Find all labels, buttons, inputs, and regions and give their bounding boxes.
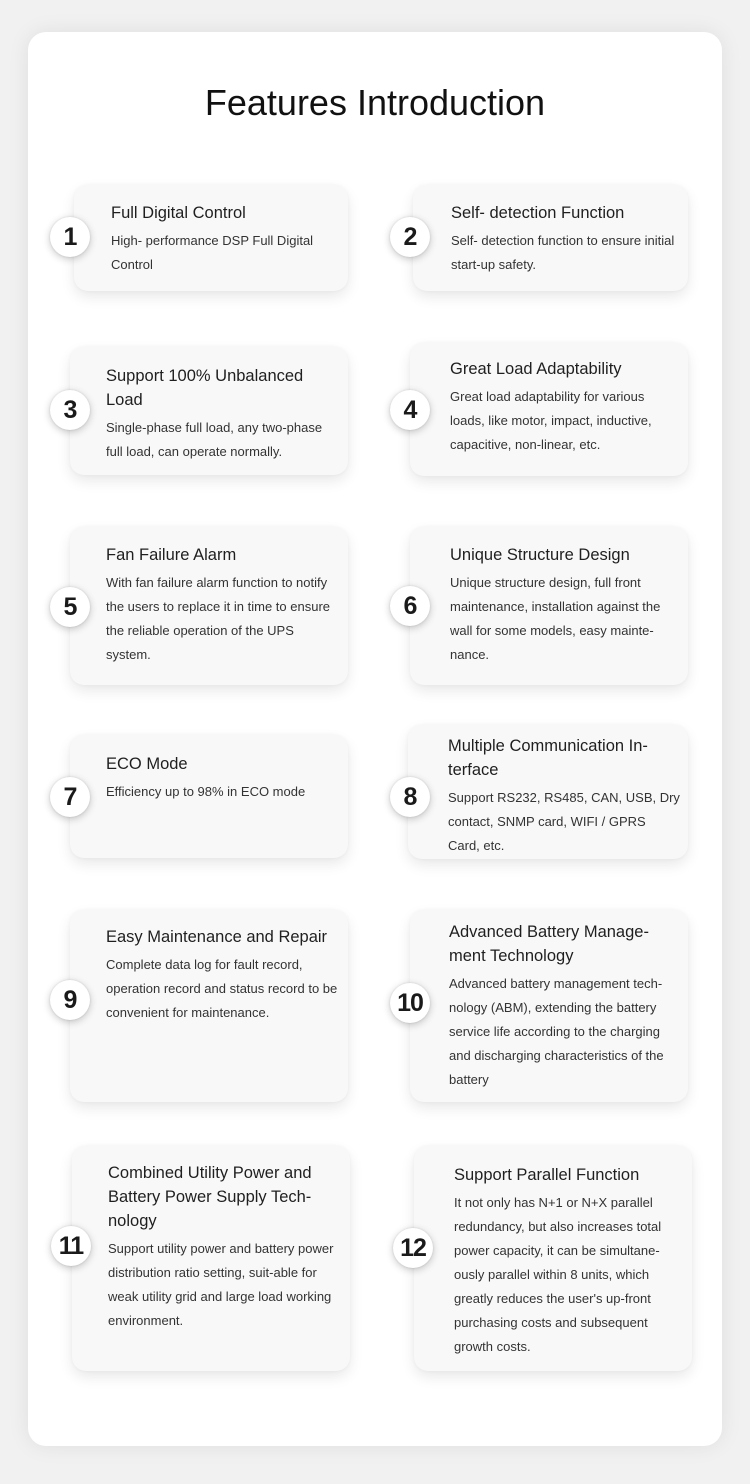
feature-title-4: Great Load Adaptability [450,360,622,378]
feature-number-badge-3: 3 [50,390,90,430]
feature-number-badge-6: 6 [390,586,430,626]
feature-title-12: Support Parallel Function [454,1166,640,1184]
feature-title-1: Full Digital Control [111,204,246,222]
feature-number-badge-2: 2 [390,217,430,257]
feature-description-8: Support RS232, RS485, CAN, USB, Dry contact, SNMP card, WIFI / GPRS Card, etc. [448,790,680,853]
feature-description-10: Advanced battery management tech-nology (ABM), extending the battery service life according to the charging and discharging characteristics of the battery [449,976,664,1087]
feature-number-badge-8: 8 [390,777,430,817]
feature-title-9: Easy Maintenance and Repair [106,928,328,946]
feature-text-7 [106,752,338,804]
feature-text-9 [106,925,338,1025]
feature-title-6: Unique Structure Design [450,546,630,564]
feature-number-badge-7: 7 [50,777,90,817]
feature-description-3: Single-phase full load, any two-phase full load, can operate normally. [106,420,323,459]
feature-number-badge-10: 10 [390,983,430,1023]
feature-text-12 [454,1163,682,1359]
feature-title-3: Support 100% Unbalanced Load [106,367,304,409]
feature-description-5: With fan failure alarm function to notify the users to replace it in time to ensure the reliable operation of the UPS system. [106,575,331,662]
feature-title-5: Fan Failure Alarm [106,546,237,564]
feature-text-2 [451,201,676,277]
feature-description-9: Complete data log for fault record, operation record and status record to be convenient for maintenance. [106,957,338,1020]
feature-number-badge-1: 1 [50,217,90,257]
feature-description-2: Self- detection function to ensure initial start-up safety. [451,233,675,272]
feature-text-4 [450,357,676,457]
page-title: Features Introduction [204,82,546,123]
feature-title-7: ECO Mode [106,755,188,773]
feature-text-10 [449,920,681,1092]
feature-text-11 [108,1161,340,1333]
feature-number-badge-11: 11 [51,1226,91,1266]
feature-description-7: Efficiency up to 98% in ECO mode [106,784,306,799]
feature-description-6: Unique structure design, full front maintenance, installation against the wall for some models, easy mainte-nance. [450,575,661,662]
feature-number-badge-9: 9 [50,980,90,1020]
feature-description-11: Support utility power and battery power distribution ratio setting, suit-able for weak utility grid and large load working environment. [108,1241,334,1328]
feature-text-8 [448,734,680,858]
feature-title-10: Advanced Battery Manage-ment Technology [449,923,649,965]
feature-text-5 [106,543,338,667]
feature-text-3 [106,364,338,464]
feature-title-8: Multiple Communication In-terface [448,737,648,779]
feature-number-badge-5: 5 [50,587,90,627]
feature-title-11: Combined Utility Power and Battery Power Supply Tech-nology [108,1164,312,1230]
feature-text-6 [450,543,676,667]
feature-number-badge-12: 12 [393,1228,433,1268]
feature-description-4: Great load adaptability for various loads, like motor, impact, inductive, capacitive, non-linear, etc. [450,389,652,452]
feature-title-2: Self- detection Function [451,204,625,222]
feature-description-12: It not only has N+1 or N+X parallel redundancy, but also increases total power capacity, it can be simultane-ously parallel within 8 units, which greatly reduces the user's up-front purchasing costs and subsequent growth costs. [454,1195,662,1354]
feature-description-1: High- performance DSP Full Digital Control [111,233,314,272]
feature-text-1 [111,201,336,277]
feature-number-badge-4: 4 [390,390,430,430]
